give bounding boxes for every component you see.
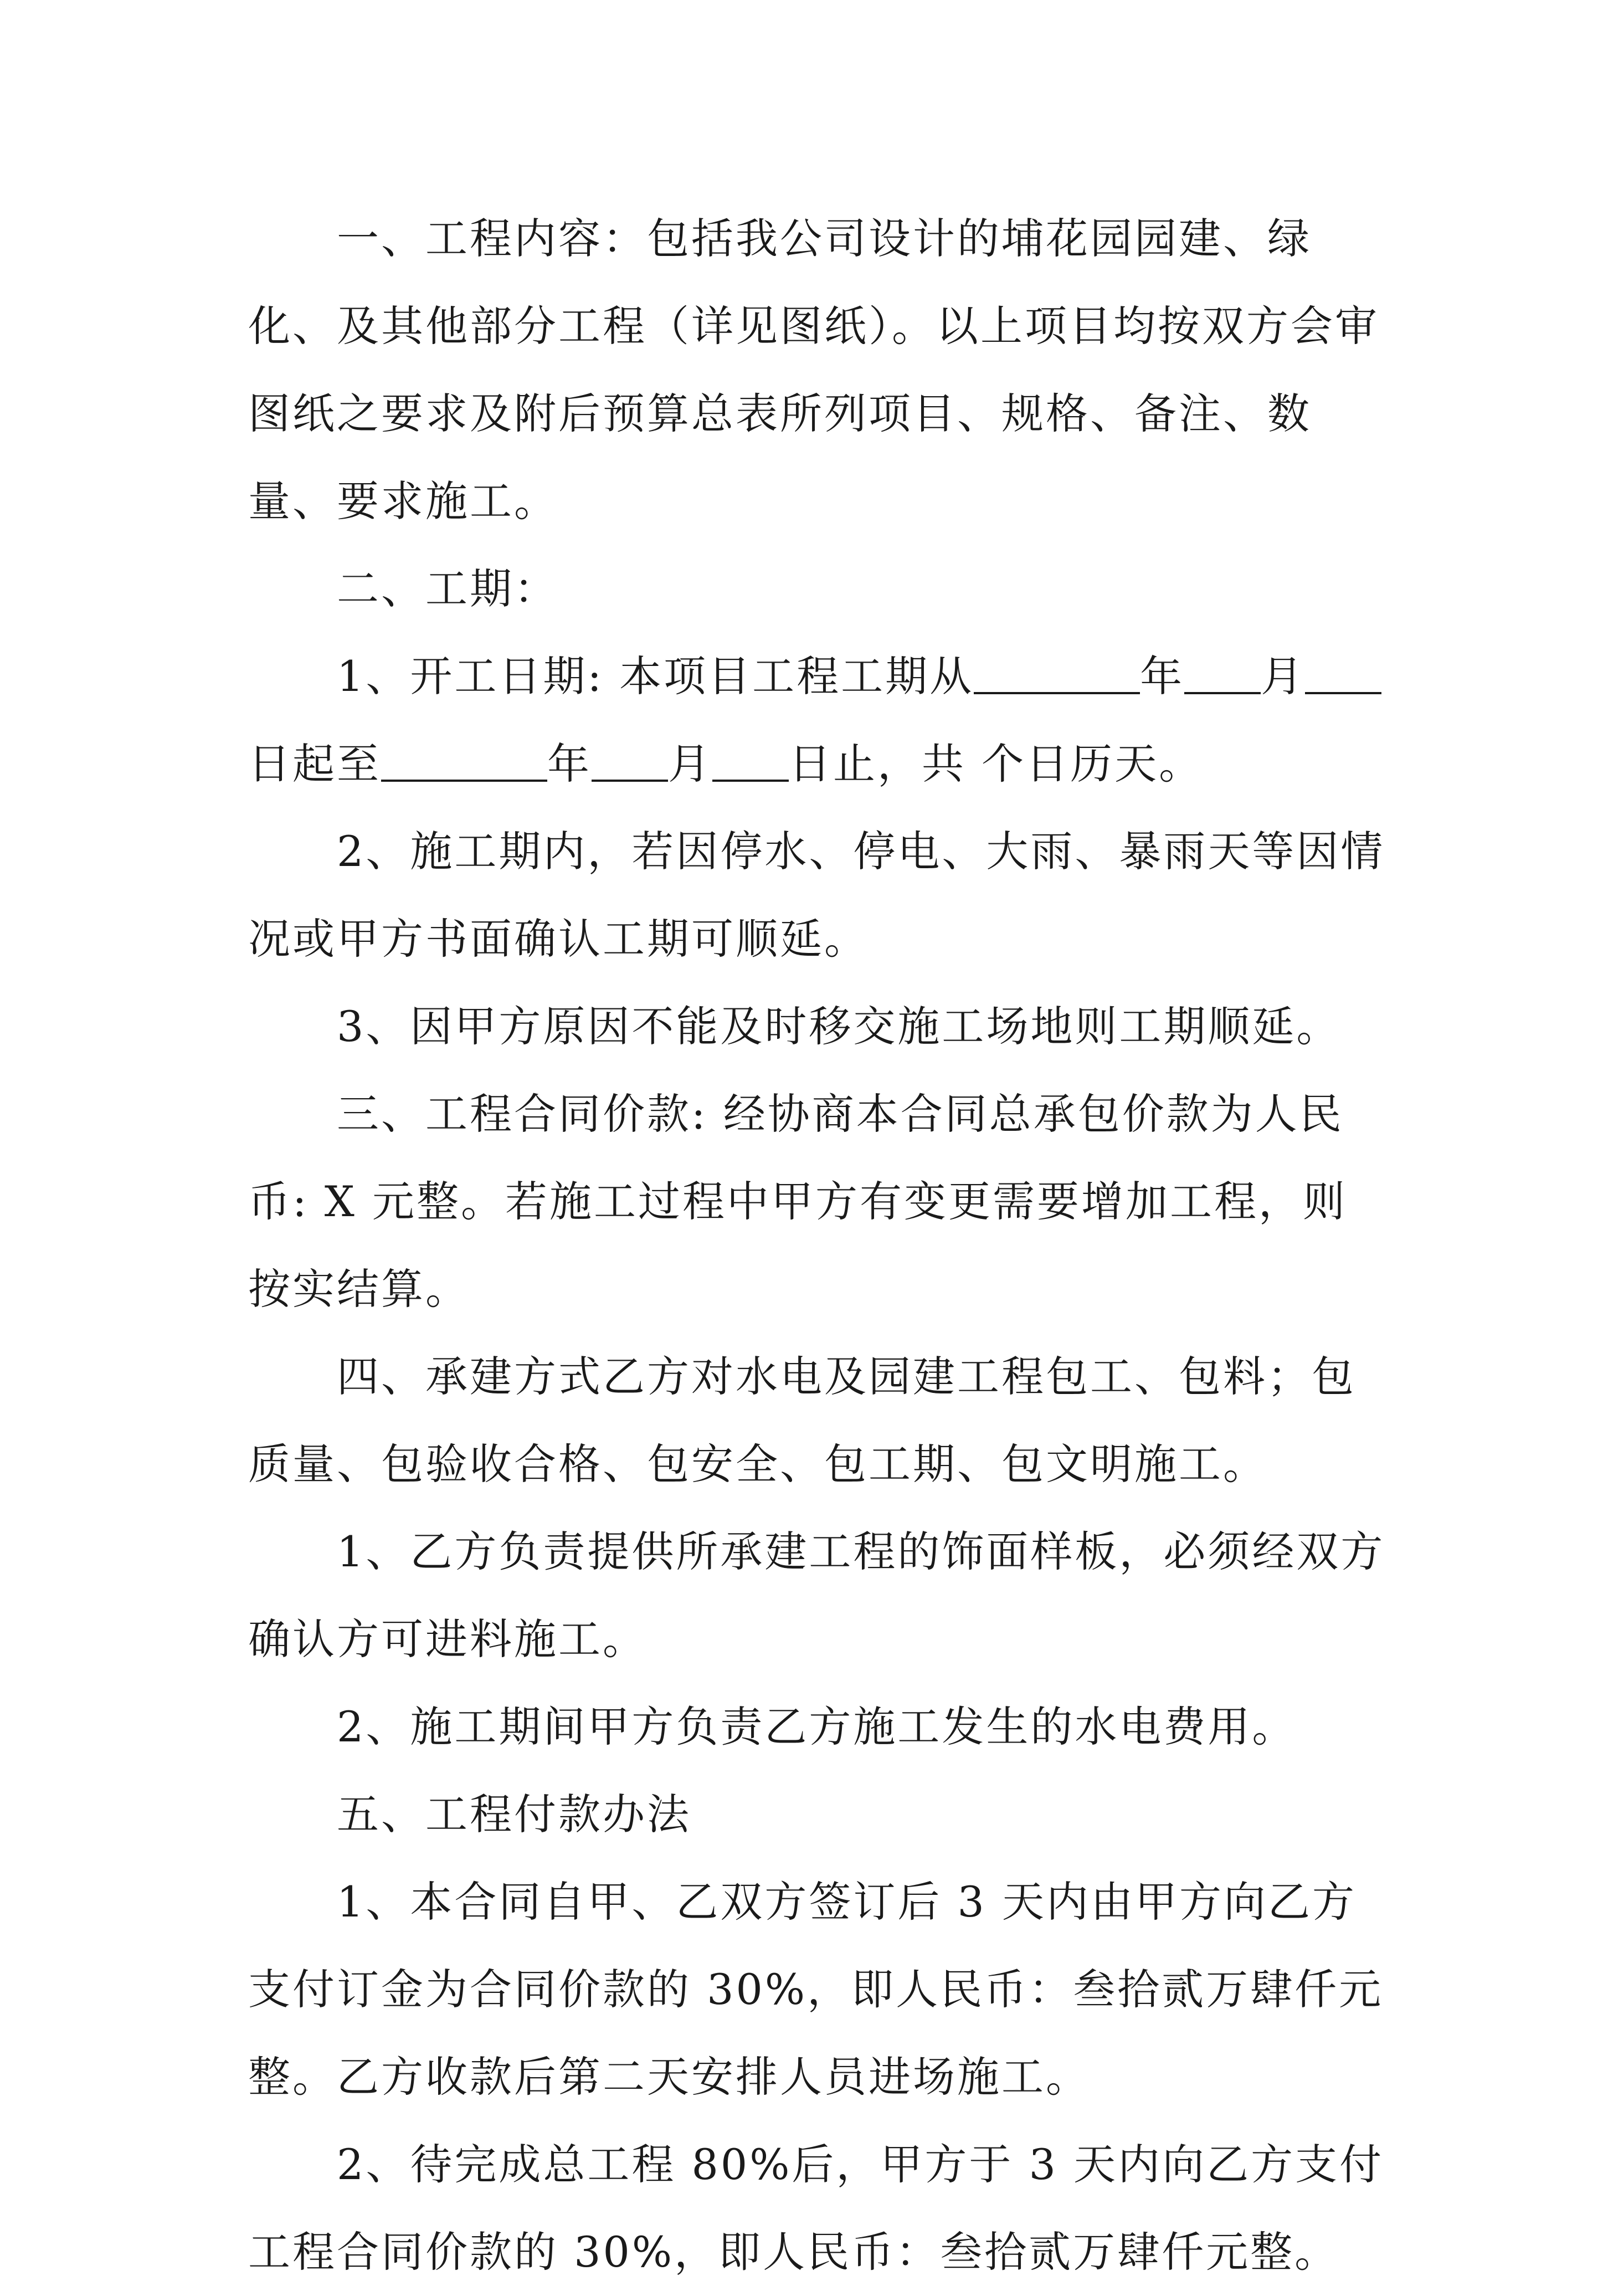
month-label-2: 月 (668, 739, 712, 788)
paragraph-schedule-heading: 二、工期： (337, 564, 558, 613)
paragraph-payment-heading: 五、工程付款办法 (337, 1790, 691, 1839)
document-body (248, 195, 1389, 2296)
month-label-1: 月 (1261, 652, 1306, 701)
day-start-label: 日起至 (248, 739, 381, 788)
paragraph-finish-sample: 1、乙方负责提供所承建工程的饰面样板，必须经双方确认方可进料施工。 (248, 1527, 1385, 1664)
paragraph-contract-price: 三、工程合同价款: 经协商本合同总承包价款为人民币: X 元整。若施工过程中甲方有变更需要增加工程，则按实结算。 (248, 1089, 1348, 1314)
paragraph-payment-deposit: 1、本合同自甲、乙双方签订后 3 天内由甲方向乙方支付订金为合同价款的 30%，即人民币：叁拾贰万肆仟元整。乙方收款后第二天安排人员进场施工。 (248, 1877, 1384, 2102)
year-label-1: 年 (1140, 652, 1185, 701)
paragraph-utility-fees: 2、施工期间甲方负责乙方施工发生的水电费用。 (337, 1702, 1297, 1751)
start-date-label: 1、开工日期: 本项目工程工期从 (337, 652, 974, 701)
paragraph-project-content: 一、工程内容：包括我公司设计的埔花园园建、绿化、及其他部分工程（详见图纸）。以上项目均按双方会审图纸之要求及附后预算总表所列项目、规格、备注、数量、要求施工。 (248, 214, 1379, 526)
paragraph-site-handover: 3、因甲方原因不能及时移交施工场地则工期顺延。 (337, 1002, 1341, 1051)
day-end-label: 日止，共 个日历天。 (789, 739, 1204, 788)
blank-start-year (974, 650, 1140, 694)
blank-end-month (592, 737, 668, 782)
paragraph-contracting-method: 四、承建方式乙方对水电及园建工程包工、包料；包质量、包验收合格、包安全、包工期、包文明施工。 (248, 1352, 1356, 1489)
blank-end-year (381, 737, 547, 782)
blank-end-day (712, 737, 789, 782)
paragraph-start-date (248, 633, 1389, 808)
blank-start-day (1305, 650, 1381, 694)
year-label-2: 年 (547, 739, 592, 788)
paragraph-payment-progress: 2、待完成总工程 80%后，甲方于 3 天内向乙方支付工程合同价款的 30%，即人民币：叁拾贰万肆仟元整。 (248, 2140, 1384, 2277)
paragraph-schedule-extension: 2、施工期内，若因停水、停电、大雨、暴雨天等因情况或甲方书面确认工期可顺延。 (248, 827, 1385, 964)
blank-start-month (1184, 650, 1261, 694)
